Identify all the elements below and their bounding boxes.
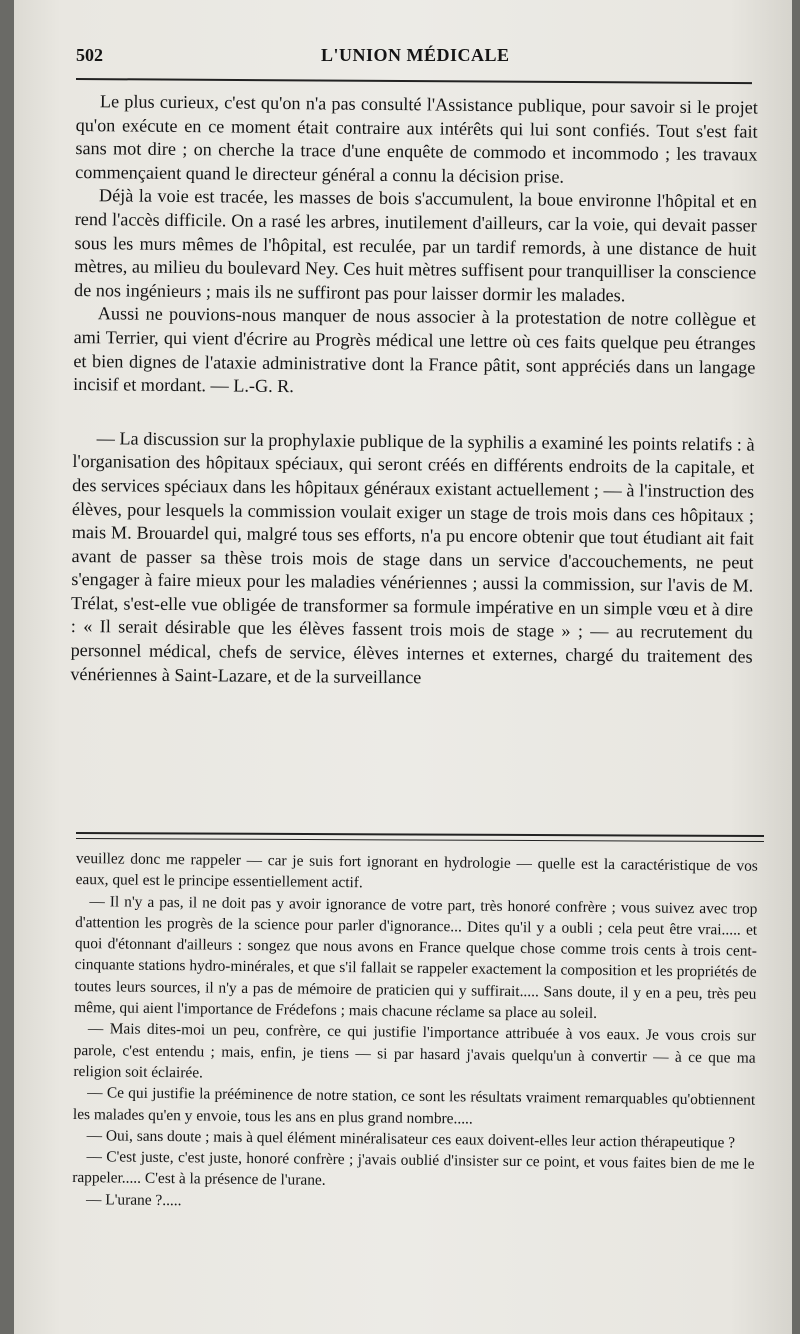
document-page — [14, 0, 792, 1334]
feuilleton-paragraph-3: — Mais dites-moi un peu, confrère, ce qui justifie l'importance attribuée à vos eaux. Je vous crois sur parole, c'est entendu ; mais, enfin, je tiens — si par hasard j'avais quelqu'un à convertir — à ce que ma religion soit éclairée. — [73, 1020, 757, 1082]
feuilleton-paragraph-5: — Oui, sans doute ; mais à quel élément minéralisateur ces eaux doivent-elles leur action thérapeutique ? — [86, 1127, 736, 1152]
main-article-text — [70, 90, 758, 693]
main-paragraph-4: — La discussion sur la prophylaxie publique de la syphilis a examiné les points relatifs : à l'organisation des hôpitaux spéciaux, qui seront créés en différents endroits de la capitale, et des services spéciaux dans les hôpitaux généraux existant actuellement ; — à l'instruction des élèves, pour lesquels la commission voulait exiger un stage de trois mois dans ces hôpitaux ; mais M. Brouardel qui, malgré tous ses efforts, n'a pu encore obtenir que tout étudiant ait fait avant de passer sa thèse trois mois de stage dans un service d'accouchements, ne peut s'engager à faire mieux pour les maladies vénériennes ; aussi la commission, sur l'avis de M. Trélat, s'est-elle vue obligée de transformer sa formule impérative en un simple vœu et à dire : « Il serait désirable que les élèves fassent trois mois de stage » ; — au recrutement du personnel médical, chefs de service, élèves internes et externes, chargé du traitement des vénériennes à Saint-Lazare, et de la surveillance — [70, 427, 755, 687]
feuilleton-paragraph-6: — C'est juste, c'est juste, honoré confrère ; j'avais oublié d'insister sur ce point, et vous faites bien de me le rappeler..... C'est à la présence de l'urane. — [72, 1148, 755, 1190]
header-rule — [76, 78, 752, 84]
feuilleton-paragraph-7: — L'urane ?..... — [85, 1190, 182, 1209]
feuilleton-separator-rule — [76, 832, 764, 842]
journal-title: L'UNION MÉDICALE — [321, 45, 510, 65]
feuilleton-paragraph-1: veuillez donc me rappeler — car je suis fort ignorant en hydrologie — quelle est la caractéristique de vos eaux, quel est le principe essentiellement actif. — [75, 849, 758, 892]
main-paragraph-1: Le plus curieux, c'est qu'on n'a pas consulté l'Assistance publique, pour savoir si le projet qu'on exécute en ce moment était contraire aux intérêts qui lui sont confiés. Tout s'est fait sans mot dire ; on cherche la trace d'une enquête de commodo et incommodo ; les travaux commençaient quand le directeur général a connu la décision prise. — [75, 91, 758, 187]
main-paragraph-2: Déjà la voie est tracée, les masses de bois s'accumulent, la boue environne l'hôpital et en rend l'accès difficile. On a rasé les arbres, inutilement d'ailleurs, car la voie, qui devait passer sous les murs mêmes de l'hôpital, est reculée, par un tardif remords, à une distance de huit mètres, au milieu du boulevard Ney. Ces huit mètres suffisent pour tranquilliser la conscience de nos ingénieurs ; mais ils ne suffiront pas pour laisser dormir les malades. — [73, 185, 758, 306]
feuilleton-paragraph-2: — Il n'y a pas, il ne doit pas y avoir ignorance de votre part, très honoré confrère ; vous suivez avec trop d'attention les progrès de la science pour parler d'ignorance... Dites qu'il y a oubli ; cela peut être vrai..... et quoi d'étonnant d'ailleurs : songez que nous avons en France quelque chose comme trois cents à trois cent-cinquante stations hydro-minérales, et que s'il fallait se rappeler exactement la composition et les propriétés de toutes leurs sources, il n'y a pas de mémoire de praticien qui y suffirait..... Sans doute, il y en a peu, très peu même, qui aient l'importance de Frédefons ; mais chacune réclame sa place au soleil. — [74, 892, 758, 1022]
main-paragraph-3: Aussi ne pouvions-nous manquer de nous associer à la protestation de notre collègue et ami Terrier, qui vient d'écrire au Progrès médical une lettre où ces faits quelque peu étranges et bien dignes de l'ataxie administrative dont la France pâtit, sont appréciés dans un langage incisif et mordant. — L.-G. R. — [73, 303, 756, 397]
running-head — [76, 40, 746, 70]
feuilleton-paragraph-4: — Ce qui justifie la prééminence de notre station, ce sont les résultats vraiment remarquables qu'obtiennent les malades qu'en y envoie, tous les ans en plus grand nombre..... — [72, 1084, 756, 1128]
feuilleton-text — [72, 848, 758, 1218]
page-number: 502 — [76, 45, 103, 65]
